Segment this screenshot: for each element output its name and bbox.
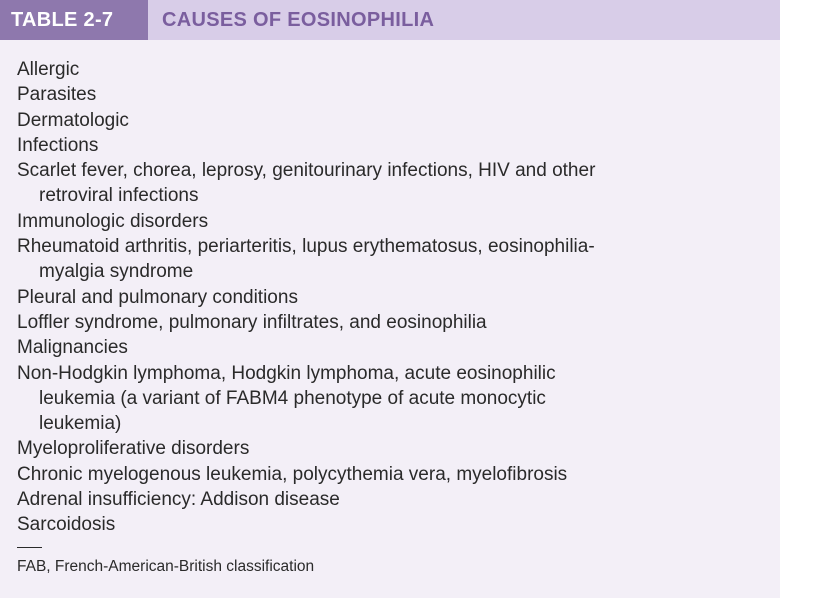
table-header [0, 0, 780, 40]
table-rows [17, 57, 757, 538]
row-text: Infections [17, 134, 99, 156]
table-row [17, 57, 757, 82]
row-text: Loffler syndrome, pulmonary infiltrates, and eosinophilia [17, 311, 487, 333]
row-text: Chronic myelogenous leukemia, polycythemia vera, myelofibrosis [17, 463, 568, 485]
row-text: Allergic [17, 59, 80, 80]
table-row [17, 82, 757, 107]
row-text: Immunologic disorders [17, 210, 209, 232]
table-row [17, 512, 757, 537]
row-text: Adrenal insufficiency: Addison disease [17, 489, 340, 511]
row-text: Scarlet fever, chorea, leprosy, genitourinary infections, HIV and other [17, 160, 596, 182]
table-title: CAUSES OF EOSINOPHILIA [162, 9, 435, 31]
row-text: Dermatologic [17, 109, 129, 131]
row-continuation: retroviral infections [39, 185, 199, 207]
table-row [17, 436, 757, 461]
row-text: Parasites [17, 84, 97, 106]
row-continuation: leukemia (a variant of FABM4 phenotype of acute monocytic [39, 387, 546, 409]
table-row [17, 335, 757, 360]
table-row [17, 234, 757, 285]
table-row [17, 462, 757, 487]
table-number: TABLE 2-7 [0, 0, 148, 40]
row-text: Non-Hodgkin lymphoma, Hodgkin lymphoma, acute eosinophilic [17, 362, 556, 384]
table-row [17, 310, 757, 335]
row-continuation: leukemia) [39, 413, 122, 435]
table-row [17, 487, 757, 512]
table-row [17, 133, 757, 158]
table-row [17, 108, 757, 133]
table-footnote: FAB, French-American-British classification [17, 558, 315, 575]
footnote-rule [17, 547, 42, 548]
row-text: Pleural and pulmonary conditions [17, 286, 298, 308]
table-row [17, 209, 757, 234]
table-row [17, 361, 757, 437]
row-text: Sarcoidosis [17, 514, 116, 536]
table-row [17, 158, 757, 209]
table-row [17, 285, 757, 310]
row-text: Myeloproliferative disorders [17, 438, 250, 460]
row-text: Rheumatoid arthritis, periarteritis, lupus erythematosus, eosinophilia- [17, 236, 595, 258]
row-text: Malignancies [17, 337, 128, 359]
row-continuation: myalgia syndrome [39, 261, 194, 283]
